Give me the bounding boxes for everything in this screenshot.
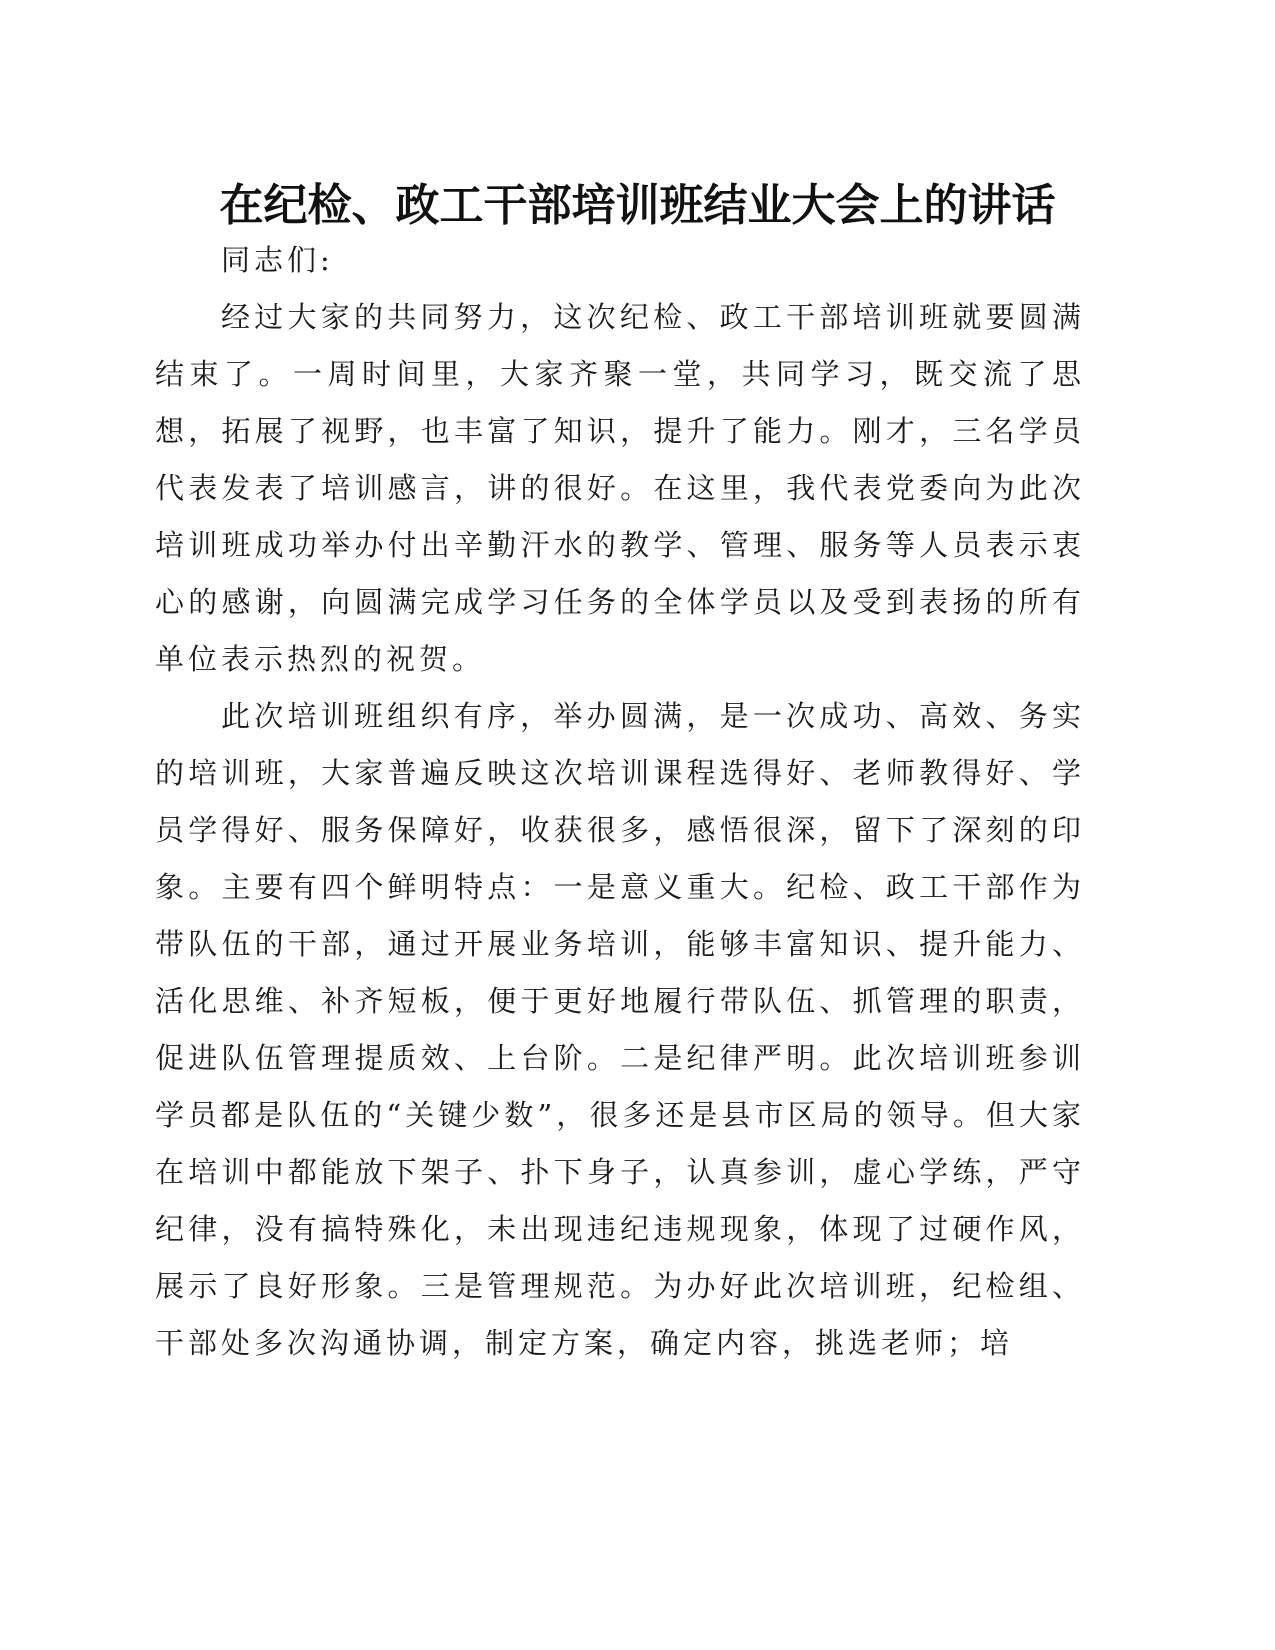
salutation: 同志们: xyxy=(221,243,334,277)
paragraph-2: 此次培训班组织有序，举办圆满，是一次成功、高效、务实的培训班，大家普遍反映这次培训课程选得好、老师教得好、学员学得好、服务保障好，收获很多，感悟很深，留下了深刻的印象。主要有四个鲜明特点：一是意义重大。纪检、政工干部作为带队伍的干部，通过开展业务培训，能够丰富知识、提升能力、活化思维、补齐短板，便于更好地履行带队伍、抓管理的职责，促进队伍管理提质效、上台阶。二是纪律严明。此次培训班参训学员都是队伍的“关键少数”，很多还是县市区局的领导。但大家在培训中都能放下架子、扑下身子，认真参训，虚心学练，严守纪律，没有搞特殊化，未出现违纪违规现象，体现了过硬作风，展示了良好形象。三是管理规范。为办好此次培训班，纪检组、干部处多次沟通协调，制定方案，确定内容，挑选老师；培 xyxy=(155,699,1085,1360)
document-body xyxy=(155,232,1085,1372)
document-title: 在纪检、政工干部培训班结业大会上的讲话 xyxy=(219,180,1056,231)
paragraph-1: 经过大家的共同努力，这次纪检、政工干部培训班就要圆满结束了。一周时间里，大家齐聚一堂，共同学习，既交流了思想，拓展了视野，也丰富了知识，提升了能力。刚才，三名学员代表发表了培训感言，讲的很好。在这里，我代表党委向为此次培训班成功举办付出辛勤汗水的教学、管理、服务等人员表示衷心的感谢，向圆满完成学习任务的全体学员以及受到表扬的所有单位表示热烈的祝贺。 xyxy=(155,300,1085,676)
